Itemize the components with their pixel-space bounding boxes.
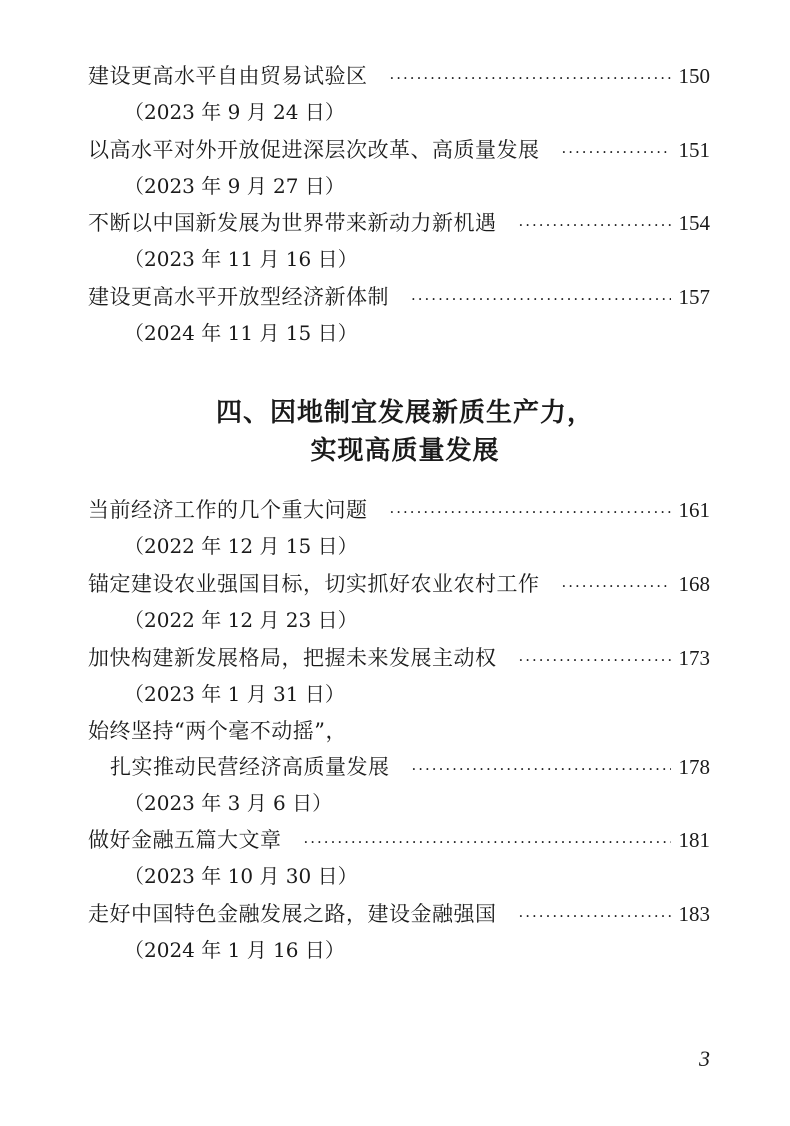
dot-leader (390, 494, 671, 530)
section-heading-line-2: 实现高质量发展 (310, 436, 500, 466)
entry-date: （2023 年 9 月 24 日） (124, 100, 345, 124)
entry-date: （2023 年 11 月 16 日） (124, 247, 358, 271)
entry-page-number: 157 (678, 285, 710, 309)
entry-date: （2023 年 1 月 31 日） (124, 682, 345, 706)
section-heading-line-1: 四、因地制宜发展新质生产力， (215, 398, 594, 428)
section-heading (0, 394, 790, 470)
entry-title: 以高水平对外开放促进深层次改革、高质量发展 (88, 138, 540, 162)
dot-leader (519, 898, 671, 934)
entry-title: 锚定建设农业强国目标，切实抓好农业农村工作 (88, 572, 540, 596)
entry-date: （2023 年 3 月 6 日） (124, 791, 333, 815)
entry-title: 建设更高水平开放型经济新体制 (88, 285, 389, 309)
entry-page-number: 168 (678, 572, 710, 596)
toc-entry[interactable] (88, 640, 710, 712)
entry-date: （2023 年 9 月 27 日） (124, 174, 345, 198)
entry-page-number: 161 (678, 498, 710, 522)
toc-entry[interactable] (88, 58, 710, 130)
toc-entry[interactable] (88, 822, 710, 894)
entry-page-number: 150 (678, 64, 710, 88)
entry-title: 走好中国特色金融发展之路，建设金融强国 (88, 902, 497, 926)
entry-date: （2024 年 11 月 15 日） (124, 321, 358, 345)
toc-entry[interactable] (88, 132, 710, 204)
toc-entry[interactable] (88, 896, 710, 968)
entry-page-number: 154 (678, 211, 710, 235)
entry-date: （2023 年 10 月 30 日） (124, 864, 358, 888)
page-folio-number: 3 (699, 1046, 710, 1071)
toc-entry[interactable] (88, 279, 710, 351)
entry-date: （2024 年 1 月 16 日） (124, 938, 345, 962)
entry-page-number: 151 (678, 138, 710, 162)
entry-title: 不断以中国新发展为世界带来新动力新机遇 (88, 211, 497, 235)
entry-page-number: 178 (678, 755, 710, 779)
toc-entry[interactable] (88, 566, 710, 638)
toc-entry[interactable] (88, 713, 710, 821)
entry-title: 加快构建新发展格局，把握未来发展主动权 (88, 646, 497, 670)
entry-title: 始终坚持“两个毫不动摇”， (88, 719, 347, 743)
entry-title: 当前经济工作的几个重大问题 (88, 498, 368, 522)
toc-entry[interactable] (88, 492, 710, 564)
dot-leader (390, 60, 671, 96)
dot-leader (519, 207, 671, 243)
entry-title: 做好金融五篇大文章 (88, 828, 282, 852)
entry-page-number: 181 (678, 828, 710, 852)
dot-leader (411, 281, 671, 317)
entry-date: （2022 年 12 月 15 日） (124, 534, 358, 558)
entry-title-continuation: 扎实推动民营经济高质量发展 (110, 755, 390, 779)
dot-leader (304, 824, 671, 860)
entry-page-number: 173 (678, 646, 710, 670)
entry-date: （2022 年 12 月 23 日） (124, 608, 358, 632)
dot-leader (562, 134, 671, 170)
entry-title: 建设更高水平自由贸易试验区 (88, 64, 368, 88)
entry-page-number: 183 (678, 902, 710, 926)
toc-entry[interactable] (88, 205, 710, 277)
dot-leader (519, 642, 671, 678)
dot-leader (412, 751, 671, 787)
dot-leader (562, 568, 671, 604)
